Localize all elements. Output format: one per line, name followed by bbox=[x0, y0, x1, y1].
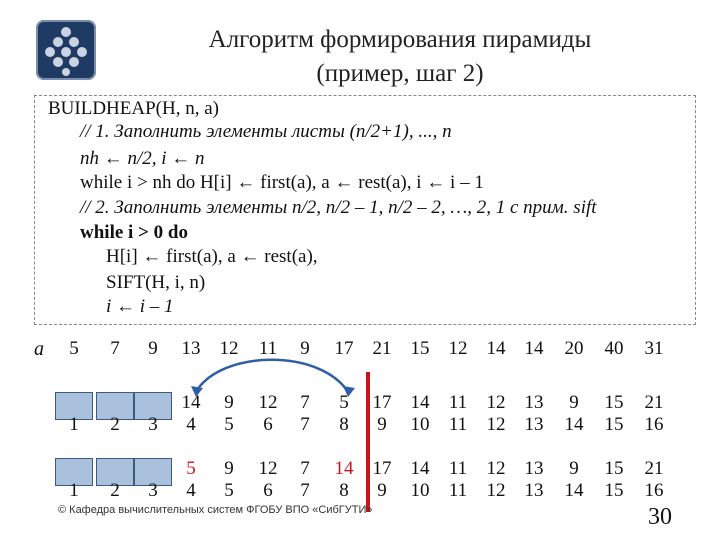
algo-line-2: // 1. Заполнить элементы листы (n/2+1), ..., n bbox=[80, 121, 452, 142]
heap-index: 6 bbox=[263, 414, 273, 435]
array-a-value: 12 bbox=[219, 338, 239, 359]
heap-index: 3 bbox=[148, 414, 158, 435]
heap-index: 7 bbox=[300, 414, 310, 435]
heap-value: 13 bbox=[524, 458, 544, 479]
array-a-value: 17 bbox=[334, 338, 354, 359]
heap-index: 15 bbox=[604, 414, 624, 435]
algo-line-8: SIFT(H, i, n) bbox=[106, 272, 206, 293]
heap-value: 14 bbox=[410, 392, 430, 413]
heap-value: 11 bbox=[448, 392, 468, 413]
array-a-value: 5 bbox=[69, 338, 79, 359]
heap-value: 14 bbox=[410, 458, 430, 479]
heap-value: 9 bbox=[224, 392, 234, 413]
heap-value: 14 bbox=[181, 392, 201, 413]
array-a-value: 31 bbox=[644, 338, 664, 359]
array-a-value: 14 bbox=[486, 338, 506, 359]
heap-index: 6 bbox=[263, 480, 273, 501]
heap-value: 12 bbox=[258, 392, 278, 413]
heap-index: 11 bbox=[448, 414, 468, 435]
heap-index: 9 bbox=[377, 414, 387, 435]
heap-index: 10 bbox=[410, 414, 430, 435]
heap-value: 13 bbox=[524, 392, 544, 413]
algo-line-1: BUILDHEAP(H, n, a) bbox=[48, 98, 219, 119]
array-a-value: 20 bbox=[564, 338, 584, 359]
array-a-value: 9 bbox=[148, 338, 158, 359]
page-title: Алгоритм формирования пирамиды bbox=[208, 26, 592, 53]
heap-index: 5 bbox=[224, 414, 234, 435]
array-a-value: 9 bbox=[300, 338, 310, 359]
heap-index: 5 bbox=[224, 480, 234, 501]
array-a-value: 12 bbox=[448, 338, 468, 359]
heap-value: 7 bbox=[300, 458, 310, 479]
heap-value: 12 bbox=[486, 458, 506, 479]
heap-value: 9 bbox=[224, 458, 234, 479]
heap-index: 2 bbox=[110, 414, 120, 435]
array-a-value: 40 bbox=[604, 338, 624, 359]
heap-index: 10 bbox=[410, 480, 430, 501]
algo-line-9: i ← i – 1 bbox=[106, 296, 174, 317]
array-a-value: 7 bbox=[110, 338, 120, 359]
heap-value: 17 bbox=[372, 392, 392, 413]
heap-index: 1 bbox=[69, 480, 79, 501]
heap-index: 8 bbox=[339, 480, 349, 501]
heap-index: 15 bbox=[604, 480, 624, 501]
heap-index: 14 bbox=[564, 414, 584, 435]
divider-bar bbox=[366, 372, 370, 512]
heap-value: 12 bbox=[258, 458, 278, 479]
array-a-label: a bbox=[34, 338, 44, 360]
array-a-value: 14 bbox=[524, 338, 544, 359]
heap-index: 9 bbox=[377, 480, 387, 501]
algo-line-4: while i > nh do H[i] ← first(a), a ← rest(a), i ← i – 1 bbox=[80, 172, 484, 193]
heap-value: 11 bbox=[448, 458, 468, 479]
heap-index: 13 bbox=[524, 480, 544, 501]
heap-value: 5 bbox=[339, 392, 349, 413]
page-subtitle: (пример, шаг 2) bbox=[316, 60, 484, 87]
array-a-value: 13 bbox=[181, 338, 201, 359]
heap-index: 16 bbox=[644, 414, 664, 435]
algo-line-3: nh ← n/2, i ← n bbox=[80, 148, 205, 169]
heap-index: 4 bbox=[186, 414, 196, 435]
footer-copyright: © Кафедра вычислительных систем ФГОБУ ВПО «СибГУТИ» bbox=[58, 504, 373, 516]
heap-value: 7 bbox=[300, 392, 310, 413]
heap-index: 1 bbox=[69, 414, 79, 435]
heap-value: 9 bbox=[569, 392, 579, 413]
heap-index: 7 bbox=[300, 480, 310, 501]
heap-value: 21 bbox=[644, 458, 664, 479]
heap-index: 2 bbox=[110, 480, 120, 501]
algo-line-7: H[i] ← first(a), a ← rest(a), bbox=[106, 246, 318, 267]
heap-index: 12 bbox=[486, 480, 506, 501]
heap-value: 14 bbox=[334, 458, 354, 479]
heap-index: 3 bbox=[148, 480, 158, 501]
heap-value: 17 bbox=[372, 458, 392, 479]
heap-index: 16 bbox=[644, 480, 664, 501]
heap-index: 14 bbox=[564, 480, 584, 501]
algo-line-6: while i > 0 do bbox=[80, 222, 188, 243]
heap-index: 13 bbox=[524, 414, 544, 435]
heap-value: 12 bbox=[486, 392, 506, 413]
heap-value: 5 bbox=[186, 458, 196, 479]
heap-value: 15 bbox=[604, 458, 624, 479]
array-a-value: 11 bbox=[258, 338, 278, 359]
array-a-value: 15 bbox=[410, 338, 430, 359]
heap-index: 11 bbox=[448, 480, 468, 501]
heap-value: 15 bbox=[604, 392, 624, 413]
heap-value: 9 bbox=[569, 458, 579, 479]
page-number: 30 bbox=[648, 504, 672, 530]
heap-index: 8 bbox=[339, 414, 349, 435]
algo-line-5: // 2. Заполнить элементы n/2, n/2 – 1, n/2 – 2, …, 2, 1 с прим. sift bbox=[80, 197, 597, 218]
array-a-value: 21 bbox=[372, 338, 392, 359]
heap-index: 12 bbox=[486, 414, 506, 435]
heap-value: 21 bbox=[644, 392, 664, 413]
heap-index: 4 bbox=[186, 480, 196, 501]
